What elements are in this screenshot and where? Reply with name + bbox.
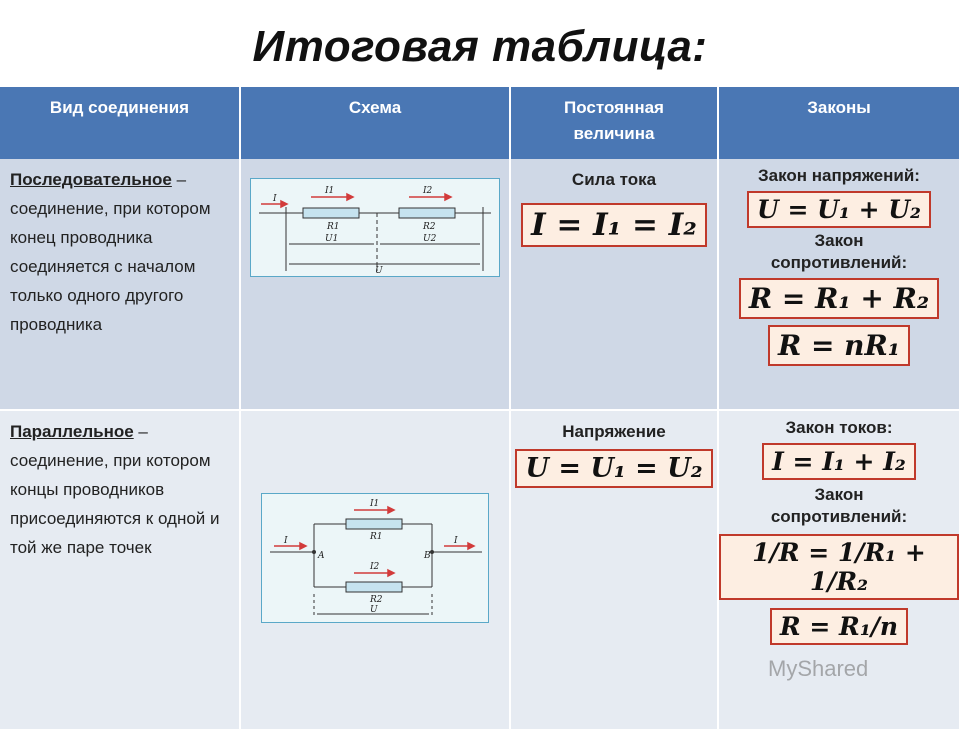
series-label-u: U [375, 266, 383, 276]
parallel-law-label-resistance: Закон сопротивлений: [770, 485, 908, 526]
parallel-constant-cell [510, 410, 718, 730]
series-term: Последовательное [10, 170, 172, 189]
series-law-formula-voltage: U = U₁ + U₂ [747, 191, 931, 228]
series-law-label-voltage: Закон напряжений: [758, 166, 920, 185]
header-constant: Постоянная величина [510, 87, 718, 159]
series-label-i1: I1 [325, 186, 335, 196]
parallel-description: соединение, при котором концы проводников присоединяются к одной и той же паре точек [10, 451, 220, 557]
series-law-formula-resistance-n: R = nR₁ [768, 325, 910, 366]
parallel-label-a: A [318, 551, 325, 561]
parallel-label-r1: R1 [370, 532, 383, 542]
series-constant-formula: I = I₁ = I₂ [521, 203, 707, 247]
series-label-u1: U1 [325, 234, 339, 244]
series-description: соединение, при котором конец проводника соединяется с началом только одного другого проводника [10, 199, 211, 334]
table-header-row [0, 87, 960, 159]
parallel-label-u: U [370, 605, 378, 615]
parallel-label-i-out: I [454, 536, 458, 546]
parallel-law-formula-resistance-n: R = R₁/n [770, 608, 908, 645]
series-label-u2: U2 [423, 234, 437, 244]
parallel-description-cell: Параллельное – соединение, при котором концы проводников присоединяются к одной и той же паре точек [0, 410, 240, 730]
parallel-term: Параллельное [10, 422, 134, 441]
watermark: MyShared [768, 656, 869, 681]
page-title: Итоговая таблица: [252, 22, 708, 71]
header-schema: Схема [240, 87, 510, 159]
series-schema-cell [240, 159, 510, 410]
header-laws: Законы [718, 87, 960, 159]
series-law-label-resistance: Закон сопротивлений: [770, 231, 908, 272]
parallel-constant-label: Напряжение [562, 422, 666, 441]
summary-table [0, 87, 960, 731]
parallel-constant-formula: U = U₁ = U₂ [515, 449, 712, 488]
parallel-laws-cell [718, 410, 960, 730]
table-row-series [0, 159, 960, 410]
parallel-label-i2: I2 [370, 562, 380, 572]
header-connection-type: Вид соединения [0, 87, 240, 159]
parallel-label-r2: R2 [370, 595, 383, 605]
parallel-label-i-in: I [284, 536, 288, 546]
series-circuit-diagram [250, 178, 500, 277]
series-laws-cell [718, 159, 960, 410]
table-row-parallel [0, 410, 960, 730]
series-constant-label: Сила тока [571, 170, 657, 189]
series-label-r1: R1 [327, 222, 340, 232]
parallel-law-formula-current: I = I₁ + I₂ [762, 443, 916, 480]
parallel-circuit-diagram [261, 493, 489, 623]
parallel-schema-cell [240, 410, 510, 730]
series-constant-cell [510, 159, 718, 410]
series-law-formula-resistance: R = R₁ + R₂ [739, 278, 939, 319]
series-description-cell: Последовательное – соединение, при котором конец проводника соединяется с началом только одного другого проводника [0, 159, 240, 410]
series-label-i2: I2 [423, 186, 433, 196]
parallel-law-label-current: Закон токов: [785, 418, 893, 437]
series-label-i: I [273, 194, 277, 204]
parallel-label-i1: I1 [370, 499, 380, 509]
series-label-r2: R2 [423, 222, 436, 232]
parallel-law-formula-resistance: 1/R = 1/R₁ + 1/R₂ [719, 534, 959, 600]
parallel-label-b: B [424, 551, 431, 561]
